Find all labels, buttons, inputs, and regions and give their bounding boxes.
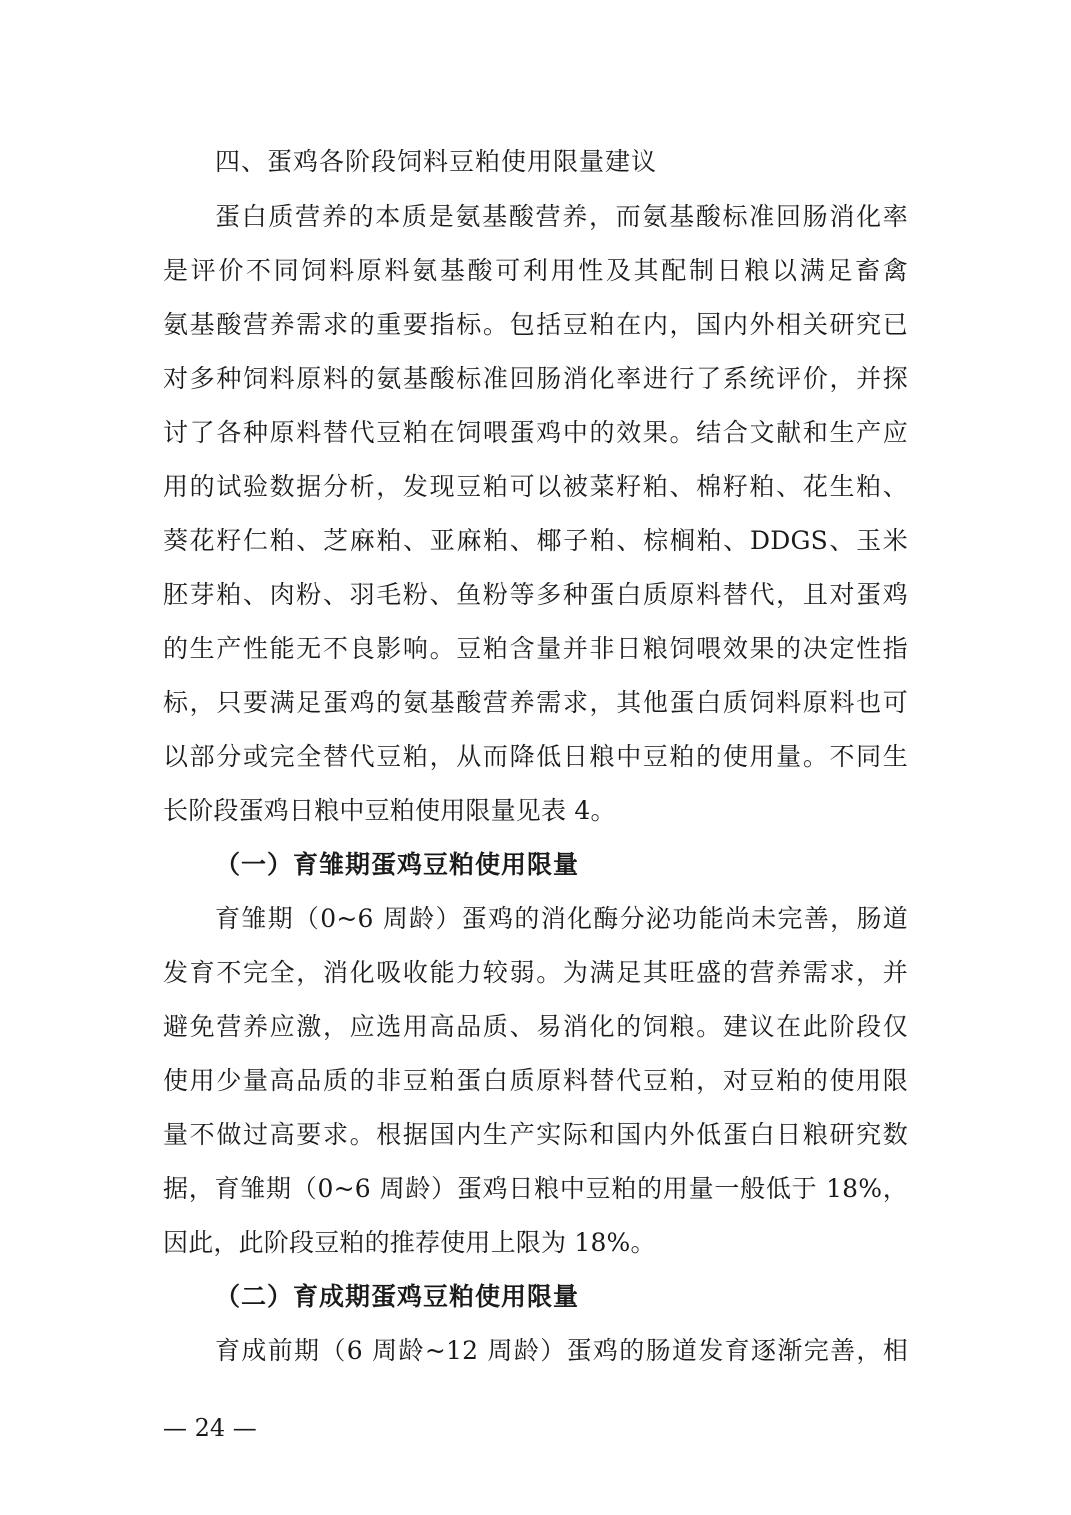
- paragraph-intro-line: 的生产性能无不良影响。豆粕含量并非日粮饲喂效果的决定性指: [163, 634, 908, 663]
- paragraph-intro-line: 以部分或完全替代豆粕，从而降低日粮中豆粕的使用量。不同生: [163, 742, 908, 771]
- paragraph-intro-line: 讨了各种原料替代豆粕在饲喂蛋鸡中的效果。结合文献和生产应: [163, 418, 908, 447]
- subsection-1-heading: （一）育雏期蛋鸡豆粕使用限量: [215, 850, 580, 879]
- subsection-2-heading: （二）育成期蛋鸡豆粕使用限量: [215, 1282, 580, 1311]
- paragraph-intro-line: 胚芽粕、肉粉、羽毛粉、鱼粉等多种蛋白质原料替代，且对蛋鸡: [163, 580, 908, 609]
- paragraph-1-line: 因此，此阶段豆粕的推荐使用上限为 18%。: [163, 1228, 656, 1257]
- page-number: — 24 —: [163, 1414, 257, 1442]
- paragraph-1-line: 发育不完全，消化吸收能力较弱。为满足其旺盛的营养需求，并: [163, 958, 908, 987]
- paragraph-1-line: 量不做过高要求。根据国内生产实际和国内外低蛋白日粮研究数: [163, 1120, 908, 1149]
- paragraph-intro-line: 是评价不同饲料原料氨基酸可利用性及其配制日粮以满足畜禽: [163, 256, 908, 285]
- paragraph-1-line: 使用少量高品质的非豆粕蛋白质原料替代豆粕，对豆粕的使用限: [163, 1066, 908, 1095]
- paragraph-intro-line: 用的试验数据分析，发现豆粕可以被菜籽粕、棉籽粕、花生粕、: [163, 472, 908, 501]
- section-heading: 四、蛋鸡各阶段饲料豆粕使用限量建议: [215, 147, 658, 176]
- paragraph-intro-line: 对多种饲料原料的氨基酸标准回肠消化率进行了系统评价，并探: [163, 364, 908, 393]
- paragraph-intro-line: 氨基酸营养需求的重要指标。包括豆粕在内，国内外相关研究已: [163, 310, 908, 339]
- paragraph-1-line: 据，育雏期（0~6 周龄）蛋鸡日粮中豆粕的用量一般低于 18%，: [163, 1174, 908, 1203]
- paragraph-intro-line: 标，只要满足蛋鸡的氨基酸营养需求，其他蛋白质饲料原料也可: [163, 688, 908, 717]
- paragraph-1-line: 避免营养应激，应选用高品质、易消化的饲粮。建议在此阶段仅: [163, 1012, 908, 1041]
- paragraph-1-line: 育雏期（0~6 周龄）蛋鸡的消化酶分泌功能尚未完善，肠道: [215, 904, 908, 933]
- paragraph-2-line: 育成前期（6 周龄~12 周龄）蛋鸡的肠道发育逐渐完善，相: [215, 1336, 908, 1365]
- paragraph-intro-line: 葵花籽仁粕、芝麻粕、亚麻粕、椰子粕、棕榈粕、DDGS、玉米: [163, 526, 908, 555]
- paragraph-intro-line: 蛋白质营养的本质是氨基酸营养，而氨基酸标准回肠消化率: [215, 202, 908, 231]
- paragraph-intro-line: 长阶段蛋鸡日粮中豆粕使用限量见表 4。: [163, 796, 616, 825]
